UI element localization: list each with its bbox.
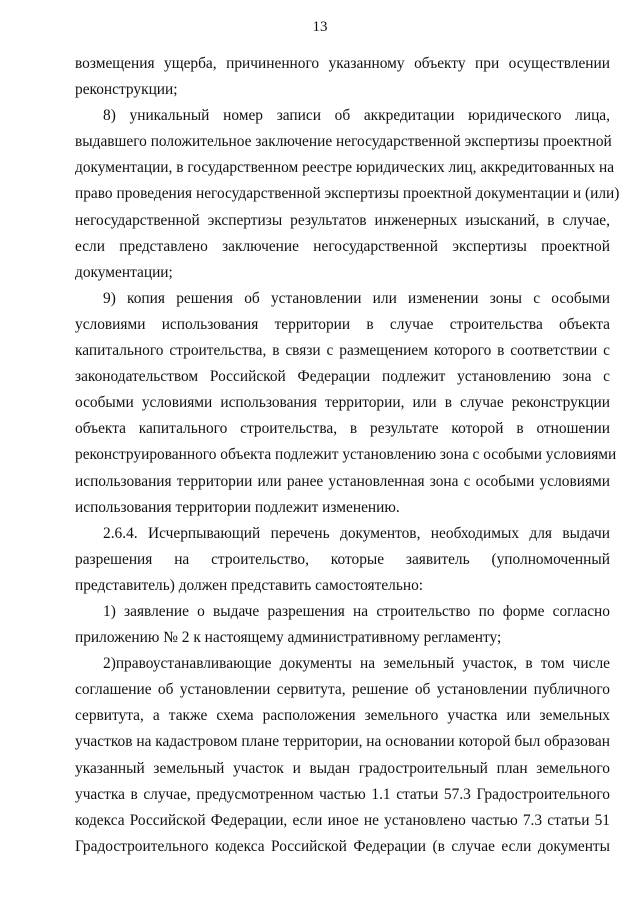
text-line: 1) заявление о выдаче разрешения на строительство по форме согласно	[103, 602, 610, 620]
text-line: негосударственной экспертизы результатов инженерных изысканий, в случае,	[75, 211, 610, 229]
text-line: если представлено заключение негосударственной экспертизы проектной	[75, 237, 610, 255]
text-line: сервитута, а также схема расположения земельного участка или земельных	[75, 707, 610, 725]
text-line: документации, в государственном реестре юридических лиц, аккредитованных на	[75, 159, 615, 177]
text-line: использования территории подлежит изменению.	[75, 498, 400, 516]
text-line: реконструированного объекта подлежит установлению зона с особыми условиями	[75, 446, 617, 464]
text-line: 2.6.4. Исчерпывающий перечень документов, необходимых для выдачи	[103, 524, 610, 542]
text-line: возмещения ущерба, причиненного указанному объекту при осуществлении	[75, 55, 610, 72]
text-line: разрешения на строительство, которые заявитель (уполномоченный	[75, 550, 610, 568]
text-line: представитель) должен представить самостоятельно:	[75, 576, 424, 594]
text-line: выдавшего положительное заключение негосударственной экспертизы проектной	[75, 133, 612, 151]
text-line: приложению № 2 к настоящему административному регламенту;	[75, 629, 502, 647]
text-line: право проведения негосударственной экспертизы проектной документации и (или)	[75, 185, 620, 203]
paragraph-item-1	[75, 599, 610, 651]
document-body	[75, 51, 620, 860]
text-line: Градостроительного кодекса Российской Федерации (в случае если документы	[75, 837, 610, 855]
text-line: указанный земельный участок и выдан градостроительный план земельного	[75, 759, 610, 777]
paragraph-section-2-6-4	[75, 521, 610, 599]
text-line: участков на кадастровом плане территории, на основании которой был образован	[75, 733, 610, 751]
page-number: 13	[312, 19, 328, 35]
text-line: объекта капитального строительства, в результате которой в отношении	[75, 420, 610, 438]
text-line: участка в случае, предусмотренном частью 1.1 статьи 57.3 Градостроительного	[75, 785, 610, 803]
text-line: кодекса Российской Федерации, если иное не установлено частью 7.3 статьи 51	[75, 811, 610, 829]
text-line: 8) уникальный номер записи об аккредитации юридического лица,	[103, 107, 610, 125]
text-line: соглашение об установлении сервитута, решение об установлении публичного	[75, 681, 610, 699]
text-line: реконструкции;	[75, 81, 178, 99]
text-line: капитального строительства, в связи с размещением которого в соответствии с	[75, 342, 610, 360]
paragraph-item-2	[75, 651, 610, 860]
paragraph-continuation	[75, 51, 610, 103]
text-line: использования территории или ранее установленная зона с особыми условиями	[75, 472, 610, 490]
text-line: условиями использования территории в случае строительства объекта	[75, 315, 610, 333]
text-line: особыми условиями использования территории, или в случае реконструкции	[75, 394, 610, 412]
text-line: 2)правоустанавливающие документы на земельный участок, в том числе	[103, 655, 610, 673]
paragraph-item-9	[75, 286, 617, 521]
text-line: документации;	[75, 263, 173, 281]
text-line: законодательством Российской Федерации подлежит установлению зона с	[75, 368, 610, 386]
text-line: 9) копия решения об установлении или изменении зоны с особыми	[103, 289, 610, 307]
paragraph-item-8	[75, 103, 620, 286]
